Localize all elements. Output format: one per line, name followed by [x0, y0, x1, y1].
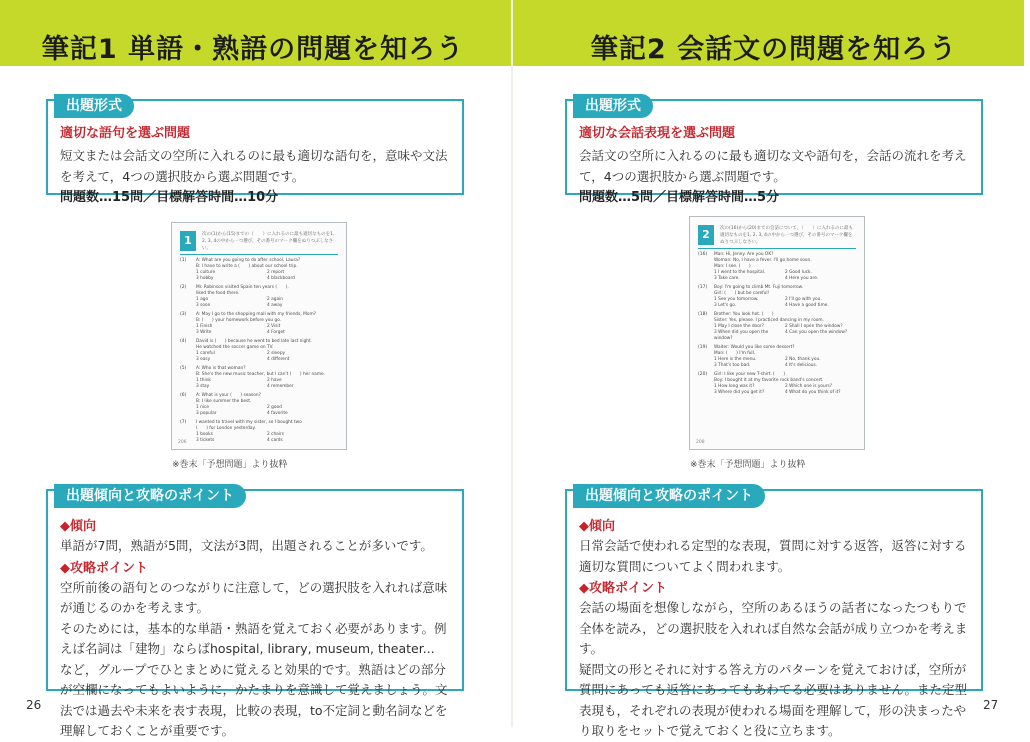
format-box [565, 98, 983, 205]
thumbnail-question-line: A: May I go to the shopping mall with my friends, Mom? [196, 312, 316, 317]
thumbnail-question-line: Woman: No, I have a fever. I'll go home soon. [714, 258, 812, 263]
thumbnail-question [180, 285, 338, 309]
thumbnail-option: 1 books [196, 432, 213, 437]
thumbnail-question-line: David is ( ) because he went to bed late last night. [196, 339, 313, 344]
thumbnail-question-line: Boy: I'm going to climb Mt. Fuji tomorrow. [714, 285, 804, 290]
thumbnail-options [196, 432, 338, 444]
thumbnail-option: 4 It's delicious. [785, 363, 818, 368]
thumbnail-section-number: 2 [698, 225, 714, 245]
strategy-heading: ◆攻略ポイント [60, 560, 148, 576]
thumbnail-question-line: A: What are you going to do after school, Laura? [196, 258, 301, 263]
thumbnail-option: 1 culture [196, 270, 216, 275]
thumbnail-option: 2 No, thank you. [785, 357, 821, 362]
thumbnail-option: 1 May I close the door? [714, 324, 764, 329]
strategy-text-2: そのためには，基本的な単語・熟語を覚えておく必要があります。例えば名詞は「建物」ならばhospital, library, museum, theater... など，グループでひとまとめに覚えると効果的です。熟語はどの部分が空欄になってもよいように，かたまりを意識して覚えましょう。文法では過去や未来を表す表現，比較の表現，to不定詞と動名詞などを理解しておくことが重要です。 [60, 620, 448, 738]
thumbnail-options [196, 405, 338, 417]
tips-box-body [579, 515, 969, 742]
thumbnail-option: 2 report [267, 270, 285, 275]
left-page [0, 0, 512, 738]
thumbnail-question-number: (18) [698, 312, 708, 317]
thumbnail-question-number: (16) [698, 252, 708, 257]
thumbnail-question [698, 252, 856, 282]
thumbnail-question-line: Man: I see. ( ) [714, 264, 751, 269]
thumbnail-option: 3 soon [196, 303, 211, 308]
thumbnail-question-number: (2) [180, 285, 187, 290]
strategy-text-1: 空所前後の語句とのつながりに注意して，どの選択肢を入れれば意味が通じるのかを考えます。 [60, 579, 448, 615]
thumbnail-option: 4 remember [267, 384, 294, 389]
right-page [512, 0, 1024, 738]
tips-box [565, 488, 983, 738]
thumbnail-option: 2 I'll go with you. [785, 297, 822, 302]
thumbnail-question-number: (3) [180, 312, 187, 317]
thumbnail-option: 1 ago [196, 297, 209, 302]
thumbnail-question [698, 285, 856, 309]
thumbnail-question [698, 345, 856, 369]
thumbnail-option: 2 Shall I open the window? [785, 324, 843, 329]
thumbnail-question [180, 258, 338, 282]
thumbnail-option: 3 hobby [196, 276, 214, 281]
thumbnail-option: 3 tickets [196, 438, 215, 443]
thumbnail-question [180, 393, 338, 417]
format-stat: 問題数…5問／目標解答時間…5分 [579, 190, 780, 205]
thumbnail-question-number: (5) [180, 366, 187, 371]
tips-box [46, 488, 464, 738]
thumbnail-option: 3 easy [196, 357, 211, 362]
thumbnail-question-line: liked the food there. [196, 291, 240, 296]
thumbnail-question-line: B: I like summer the best. [196, 399, 252, 404]
thumbnail-question-list [180, 258, 338, 444]
thumbnail-option: 1 think [196, 378, 211, 383]
thumbnail-option: 2 Visit [267, 324, 281, 329]
thumbnail-instruction: 次の(1)から(15)までの（ ）に入れるのに最も適切なものを1, 2, 3, 4の中から一つ選び，その番号のマーク欄をぬりつぶしなさい。 [202, 232, 335, 251]
thumbnail-question-number: (4) [180, 339, 187, 344]
format-box-tab: 出題形式 [573, 94, 653, 118]
thumbnail-options [196, 324, 338, 336]
thumbnail-option: 3 That's too bad. [714, 363, 751, 368]
format-text: 短文または会話文の空所に入れるのに最も適切な語句を，意味や文法を考えて，4つの選択肢から選ぶ問題です。 [60, 148, 448, 184]
page-number: 26 [26, 698, 42, 712]
trend-heading: ◆傾向 [60, 519, 96, 534]
thumbnail-question-number: (7) [180, 420, 187, 425]
format-box [46, 98, 464, 205]
trend-text: 日常会話で使われる定型的な表現，質問に対する返答，返答に対する適切な質問についてよく問われます。 [579, 538, 967, 574]
thumbnail-options [714, 270, 856, 282]
thumbnail-option: 2 again [267, 297, 284, 302]
thumbnail-option: 4 away [267, 303, 283, 308]
format-heading: 適切な語句を選ぶ問題 [60, 126, 191, 141]
thumbnail-options [196, 297, 338, 309]
thumbnail-option: 1 careful [196, 351, 215, 356]
strategy-heading: ◆攻略ポイント [579, 581, 667, 596]
thumbnail-option: 4 Have a good time. [785, 303, 829, 308]
thumbnail-question [180, 420, 338, 444]
thumbnail-option: 3 Take care. [714, 276, 740, 281]
format-text: 会話文の空所に入れるのに最も適切な文や語句を，会話の流れを考えて，4つの選択肢から選ぶ問題です。 [579, 148, 967, 184]
page-title: 筆記1 単語・熟語の問題を知ろう [41, 34, 465, 65]
thumbnail-options [196, 378, 338, 390]
thumbnail-question-line: B: ( ) your homework before you go. [196, 318, 282, 323]
thumbnail-options [196, 351, 338, 363]
thumbnail-option: 4 Can you open the window? [785, 330, 848, 335]
tips-box-body [60, 515, 450, 742]
thumbnail-question [180, 312, 338, 336]
thumbnail-question-line: Mr. Robinson visited Spain ten years ( ). [196, 285, 289, 290]
thumbnail-option: 1 See you tomorrow. [714, 297, 759, 302]
thumbnail-content [180, 229, 338, 443]
thumbnail-options [714, 384, 856, 396]
thumbnail-question [698, 372, 856, 396]
tips-box-tab: 出題傾向と攻略のポイント [573, 484, 765, 508]
thumbnail-content [698, 223, 856, 435]
thumbnail-option: 3 Let's go. [714, 303, 737, 308]
thumbnail-option: 4 What do you think of it? [785, 390, 841, 395]
thumbnail-option: 4 Here you are. [785, 276, 819, 281]
thumbnail-question-number: (19) [698, 345, 708, 350]
thumbnail-option: 1 nice [196, 405, 210, 410]
thumbnail-question-line: Girl: I like your new T-shirt. ( ) [714, 372, 786, 377]
thumbnail-option: 2 chairs [267, 432, 285, 437]
thumbnail-question-number: (6) [180, 393, 187, 398]
thumbnail-header [698, 223, 856, 249]
thumbnail-option: 3 When did you open the window? [714, 330, 769, 341]
thumbnail-question-number: (1) [180, 258, 187, 263]
thumbnail-options [196, 270, 338, 282]
thumbnail-question-line: Boy: I bought it at my favorite rock band's concert. [714, 378, 824, 383]
tips-box-tab: 出題傾向と攻略のポイント [54, 484, 246, 508]
thumbnail-option: 4 different [267, 357, 290, 362]
sample-page-thumbnail [689, 216, 865, 450]
thumbnail-caption: ※巻末「予想問題」より抜粋 [690, 460, 806, 470]
trend-heading: ◆傾向 [579, 519, 615, 534]
thumbnail-question [180, 366, 338, 390]
thumbnail-section-number: 1 [180, 231, 196, 251]
thumbnail-question-line: A: Who is that woman? [196, 366, 246, 371]
thumbnail-question [180, 339, 338, 363]
thumbnail-question-line: Man: ( ) I'm full. [714, 351, 756, 356]
strategy-text-2: 疑問文の形とそれに対する答え方のパターンを覚えておけば，空所が質問にあっても返答にあってもあわてる必要はありません。また定型表現も，それぞれの表現が使われる場面を理解して，形の決まったやり取りをセットで覚えておくと役に立ちます。 [579, 661, 968, 738]
thumbnail-option: 1 Finish [196, 324, 213, 329]
thumbnail-option: 3 Write [196, 330, 212, 335]
thumbnail-option: 3 popular [196, 411, 217, 416]
page-title: 筆記2 会話文の問題を知ろう [590, 34, 958, 65]
thumbnail-option: 2 sleepy [267, 351, 286, 356]
thumbnail-option: 1 How long was it? [714, 384, 755, 389]
thumbnail-option: 1 I went to the hospital. [714, 270, 766, 275]
thumbnail-option: 3 stay [196, 384, 210, 389]
thumbnail-option: 2 Which one is yours? [785, 384, 833, 389]
thumbnail-page-number: 206 [178, 440, 187, 445]
thumbnail-question-line: A: What is your ( ) season? [196, 393, 261, 398]
thumbnail-caption: ※巻末「予想問題」より抜粋 [172, 460, 288, 470]
thumbnail-option: 3 Where did you get it? [714, 390, 765, 395]
thumbnail-options [714, 357, 856, 369]
thumbnail-question-line: He watched the soccer game on TV. [196, 345, 274, 350]
format-box-tab: 出題形式 [54, 94, 134, 118]
thumbnail-option: 4 Forget [267, 330, 285, 335]
trend-text: 単語が7問，熟語が5問，文法が3問，出題されることが多いです。 [60, 538, 433, 553]
thumbnail-option: 2 have [267, 378, 282, 383]
thumbnail-question-line: Sister: Yes, please. I practiced dancing in my room. [714, 318, 824, 323]
thumbnail-question-line: Waiter: Would you like some dessert? [714, 345, 795, 350]
thumbnail-question-line: Man: Hi, Jenny. Are you OK? [714, 252, 774, 257]
thumbnail-question-line: ( ) for London yesterday. [196, 426, 256, 431]
thumbnail-page-number: 208 [696, 440, 705, 445]
page-number: 27 [983, 698, 999, 712]
thumbnail-option: 4 cards [267, 438, 283, 443]
thumbnail-option: 2 Good luck. [785, 270, 812, 275]
thumbnail-question-line: I wanted to travel with my sister, so I bought two [196, 420, 302, 425]
thumbnail-question-line: Brother: You look hot. ( ) [714, 312, 774, 317]
thumbnail-option: 4 favorite [267, 411, 288, 416]
thumbnail-option: 4 blackboard [267, 276, 295, 281]
thumbnail-question-number: (17) [698, 285, 708, 290]
thumbnail-question-number: (20) [698, 372, 708, 377]
thumbnail-question-line: B: I have to write a ( ) about our school trip. [196, 264, 298, 269]
thumbnail-options [714, 297, 856, 309]
format-box-body [579, 125, 969, 208]
thumbnail-option: 1 Here is the menu. [714, 357, 757, 362]
thumbnail-question-line: Girl: ( ) but be careful! [714, 291, 770, 296]
thumbnail-option: 2 good [267, 405, 282, 410]
thumbnail-instruction: 次の(16)から(20)までの会話について，（ ）に入れるのに最も適切なものを1, 2, 3, 4の中から一つ選び，その番号のマーク欄をぬりつぶしなさい。 [720, 226, 854, 245]
format-stat: 問題数…15問／目標解答時間…10分 [60, 190, 279, 205]
format-box-body [60, 125, 450, 208]
strategy-text-1: 会話の場面を想像しながら，空所のあるほうの話者になったつもりで全体を読み，どの選択肢を入れれば自然な会話が成り立つかを考えます。 [579, 600, 968, 656]
format-heading: 適切な会話表現を選ぶ問題 [579, 126, 736, 141]
sample-page-thumbnail [171, 222, 347, 450]
thumbnail-question-list [698, 252, 856, 396]
thumbnail-options [714, 324, 856, 342]
thumbnail-question-line: B: She's the new music teacher, but I can't ( ) her name. [196, 372, 326, 377]
thumbnail-question [698, 312, 856, 342]
thumbnail-header [180, 229, 338, 255]
